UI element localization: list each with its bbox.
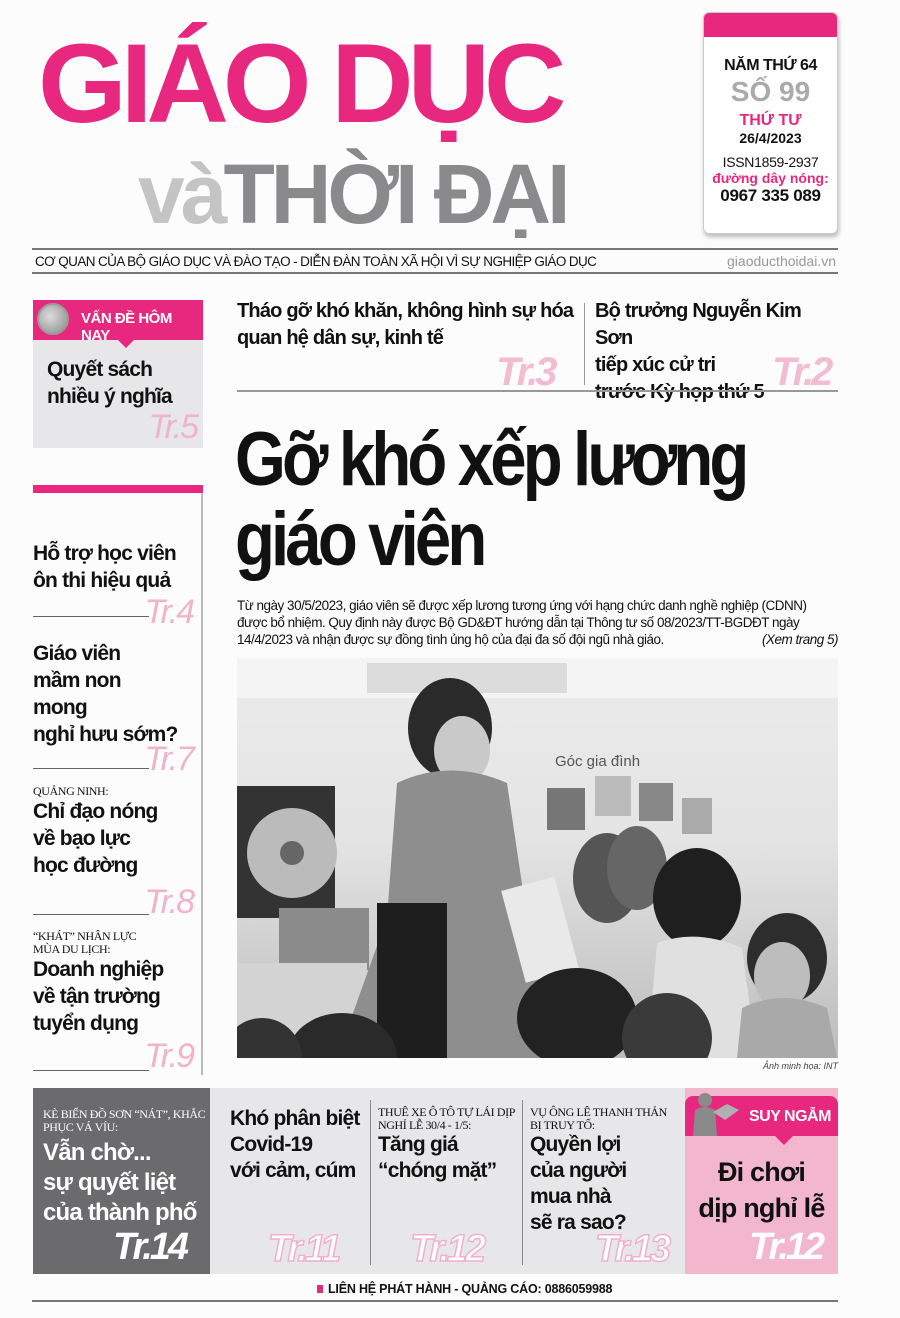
story-title-line: tiếp xúc cử tri	[595, 354, 716, 376]
left-story-1[interactable]	[33, 540, 201, 594]
issue-info-box	[703, 12, 838, 234]
website-link[interactable]: giaoducthoidai.vn	[727, 253, 836, 269]
see-more-link[interactable]: (Xem trang 5)	[761, 632, 838, 647]
issue-pink-bar	[704, 13, 837, 37]
story-title-line: nghỉ hưu sớm?	[33, 723, 178, 746]
logo-thoi-dai	[138, 147, 567, 241]
page-ref: Tr.11	[268, 1228, 339, 1270]
story-title-line: dịp nghỉ lễ	[698, 1193, 825, 1223]
page-ref: Tr.8	[144, 883, 193, 921]
hotline-number: 0967 335 089	[720, 185, 821, 205]
main-headline[interactable]	[235, 417, 746, 582]
story-title-line: Giáo viên	[33, 642, 121, 665]
divider	[584, 303, 585, 385]
story-title	[43, 1138, 197, 1228]
bottom-story-2[interactable]	[230, 1106, 380, 1184]
footer-contact-text: LIÊN HỆ PHÁT HÀNH - QUẢNG CÁO: 0886059988	[328, 1282, 613, 1296]
story-title-line: Tháo gỡ khó khăn, không hình sự hóa	[237, 300, 574, 322]
issue-date: 26/4/2023	[739, 129, 802, 146]
topic-title-line: nhiều ý nghĩa	[47, 385, 172, 408]
logo-giao-duc: GIÁO DỤC	[38, 21, 561, 146]
story-title-line: về bạo lực	[33, 827, 131, 850]
story-kicker: VỤ ÔNG LÊ THANH THẢN BỊ TRUY TỐ:	[530, 1105, 667, 1132]
story-kicker: KÈ BIỂN ĐỒ SƠN “NÁT”, KHẮC PHỤC VÁ VÍU:	[43, 1107, 206, 1134]
story-title-line: tuyển dụng	[33, 1012, 139, 1035]
bottom-panel-gray	[210, 1088, 685, 1274]
left-story-4[interactable]	[33, 930, 201, 1037]
bottom-story-1[interactable]	[33, 1088, 210, 1274]
topic-header	[33, 300, 203, 344]
page-ref: Tr.4	[144, 593, 193, 631]
page-ref: Tr.7	[144, 740, 193, 778]
divider	[33, 914, 149, 915]
reflection-box[interactable]	[685, 1088, 838, 1274]
story-title-line: Bộ trưởng Nguyễn Kim Sơn	[595, 300, 802, 349]
left-story-2[interactable]	[33, 640, 201, 748]
photo-caption: Ảnh minh họa: INT	[762, 1061, 838, 1071]
divider	[237, 390, 838, 392]
story-title-line: quan hệ dân sự, kinh tế	[237, 327, 444, 349]
story-title-line: Doanh nghiệp	[33, 958, 164, 981]
story-title-line: Vẫn chờ...	[43, 1139, 151, 1166]
page-ref: Tr.12	[410, 1228, 484, 1270]
story-title-line: Đi chơi	[717, 1157, 806, 1187]
logo-thoi-dai-text: THỜI ĐẠI	[223, 147, 567, 241]
story-title	[530, 1132, 680, 1236]
story-title-line: ôn thi hiệu quả	[33, 569, 171, 592]
speech-notch	[118, 340, 134, 348]
story-title-line: Quyền lợi	[530, 1133, 621, 1156]
photo-wall-text: Góc gia đình	[555, 753, 641, 770]
story-title-line: học đường	[33, 854, 138, 877]
issue-number: SỐ 99	[730, 76, 811, 107]
story-title	[378, 1132, 523, 1184]
story-title-line: Hỗ trợ học viên	[33, 542, 176, 565]
story-kicker: THUÊ XE Ô TÔ TỰ LÁI DỊP NGHỈ LỄ 30/4 - 1/5:	[378, 1105, 515, 1132]
story-title-line: Khó phân biệt	[230, 1107, 360, 1130]
page-ref: Tr.5	[148, 408, 197, 446]
page-ref: Tr.13	[595, 1228, 669, 1270]
footer	[32, 1282, 838, 1302]
bottom-story-3[interactable]	[378, 1106, 523, 1184]
story-title-line: Tăng giá	[378, 1133, 458, 1156]
classroom-photo-illustration	[237, 658, 838, 1058]
headline-line: giáo viên	[235, 497, 484, 582]
divider	[33, 616, 149, 617]
story-title-line: mầm non	[33, 669, 121, 692]
hotline-label: đường dây nóng:	[712, 169, 829, 186]
pink-rule	[33, 485, 203, 493]
story-kicker: QUẢNG NINH:	[33, 784, 109, 798]
reflection-title	[685, 1154, 838, 1226]
topic-label: VẤN ĐỀ HÔM NAY	[81, 310, 172, 344]
pink-square-icon	[317, 1285, 323, 1293]
divider	[33, 768, 149, 769]
main-photo	[237, 658, 838, 1058]
speech-notch	[775, 1136, 793, 1145]
story-title-line: Chỉ đạo nóng	[33, 800, 158, 823]
issn: ISSN1859-2937	[722, 153, 819, 170]
bottom-story-4[interactable]	[530, 1106, 680, 1236]
lead-paragraph	[237, 597, 838, 648]
left-story-3[interactable]	[33, 785, 201, 879]
reflection-label: SUY NGẪM	[749, 1108, 831, 1125]
topic-title-line: Quyết sách	[47, 358, 153, 381]
headline-line: Gỡ khó xếp lương	[235, 417, 746, 502]
page-ref: Tr.3	[496, 350, 555, 394]
page-ref: Tr.9	[144, 1037, 193, 1075]
logo-va: và	[138, 147, 224, 241]
page-ref: Tr.14	[113, 1226, 187, 1268]
divider	[370, 1100, 371, 1265]
story-title-line: sẽ ra sao?	[530, 1211, 626, 1234]
footer-contact	[317, 1282, 612, 1296]
reader-icon	[689, 1090, 741, 1136]
page-ref: Tr.12	[749, 1226, 823, 1268]
left-column	[33, 485, 203, 1075]
divider	[33, 1070, 149, 1071]
globe-icon	[37, 303, 69, 335]
divider	[522, 1100, 523, 1265]
story-title-line: trước Kỳ họp thứ 5	[595, 381, 764, 403]
story-title-line: mua nhà	[530, 1185, 611, 1208]
tagline-bar	[32, 248, 838, 274]
story-title-line: về tận trường	[33, 985, 161, 1008]
topic-of-day-box[interactable]	[33, 300, 203, 448]
issue-weekday: THỨ TƯ	[739, 111, 802, 129]
story-title-line: mong	[33, 696, 87, 719]
story-title-line: của người	[530, 1159, 627, 1182]
story-title-line: của thành phố	[43, 1199, 197, 1226]
issue-year: NĂM THỨ 64	[724, 57, 817, 74]
story-title-line: “chóng mặt”	[378, 1159, 497, 1182]
top-story-1[interactable]	[237, 298, 577, 352]
story-title-line: với cảm, cúm	[230, 1159, 356, 1182]
topic-title	[47, 356, 172, 410]
page-ref: Tr.2	[772, 350, 831, 394]
lead-text: Từ ngày 30/5/2023, giáo viên sẽ được xếp lương tương ứng với hạng chức danh nghề nghiệp (CDNN) được bổ nhiệm. Quy định này được Bộ GD&ĐT hướng dẫn tại Thông tư số 08/2023/TT-BGDĐT ngày 14/4/2023 và nhận được sự đồng tình ủng hộ của đại đa số đội ngũ nhà giáo.	[237, 598, 807, 647]
reflection-header	[685, 1096, 838, 1136]
story-title-line: sự quyết liệt	[43, 1169, 176, 1196]
story-title-line: Covid-19	[230, 1133, 313, 1156]
story-kicker: “KHÁT” NHÂN LỰC MÙA DU LỊCH:	[33, 929, 137, 956]
tagline: CƠ QUAN CỦA BỘ GIÁO DỤC VÀ ĐÀO TẠO - DIỄN ĐÀN TOÀN XÃ HỘI VÌ SỰ NGHIỆP GIÁO DỤC	[35, 253, 597, 269]
